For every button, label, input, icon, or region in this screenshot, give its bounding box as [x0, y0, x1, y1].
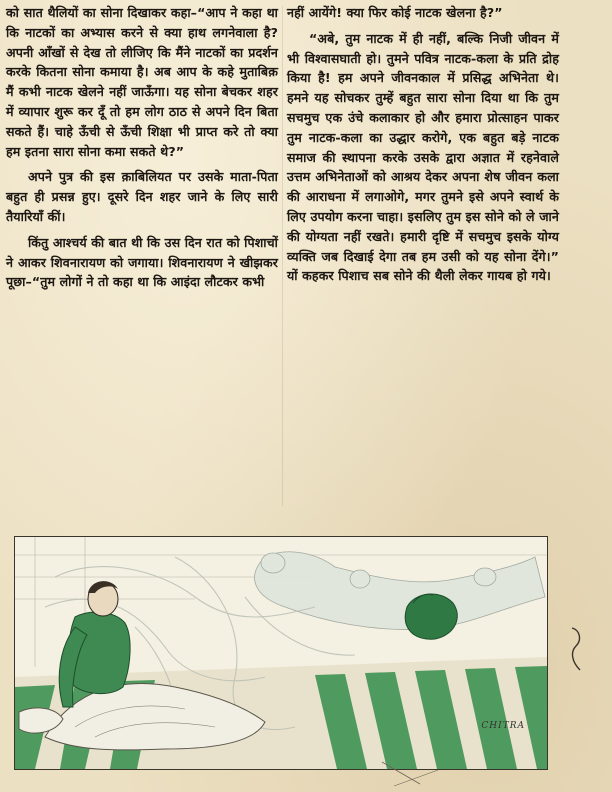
right-paragraph-1: नहीं आयेंगे! क्या फिर कोई नाटक खेलना है?”: [287, 5, 503, 20]
right-text-column: [287, 3, 559, 292]
column-divider: [282, 6, 283, 506]
illustration-drawing: [15, 537, 547, 769]
page-scratch: [380, 760, 440, 790]
left-paragraph-2: अपने पुत्र की इस क़ाबिलियत पर उसके माता-पिता बहुत ही प्रसन्न हुए। दूसरे दिन शहर जाने के लिए सारी तैयारियाँ कीं।: [6, 169, 278, 224]
right-paragraph-2: “अबे, तुम नाटक में ही नहीं, बल्कि निजी जीवन में भी विश्वासघाती हो। तुमने पवित्र नाटक-कला के प्रति द्रोह किया है! हम अपने जीवनकाल में प्रसिद्ध अभिनेता थे। हमने यह सोचकर तुम्हें बहुत सारा सोना दिया था कि तुम सचमुच एक उंचे कलाकार हो और हमारा प्रोत्साहन पाकर तुम नाटक-कला का उद्धार करोगे, एक बहुत बड़े नाटक समाज की स्थापना करके उसके द्वारा अज्ञात में रहनेवाले उत्तम अभिनेताओं को आश्रय देकर अपना शेष जीवन कला की आराधना में लगाओगे, मगर तुमने इसे अपने स्वार्थ के लिए उपयोग करना चाहा। इसलिए तुम इस सोने को ले जाने की योग्यता नहीं रखते। हमारी दृष्टि में सचमुच इसके योग्य व्यक्ति जब दिखाई देगा तब हम उसी को यह सोना देंगे।” यों कहकर पिशाच सब सोने की थैली लेकर गायब हो गये।: [287, 30, 559, 284]
artist-signature: CHITRA: [481, 721, 525, 731]
story-illustration: [14, 536, 548, 770]
left-paragraph-1: को सात थैलियों का सोना दिखाकर कहा–“आप ने कहा था कि नाटकों का अभ्यास करने से क्या हाथ लगनेवाला है? अपनी आँखों से देख तो लीजिए कि मैंने नाटकों का प्रदर्शन करके कितना सोना कमाया है। अब आप के कहे मुताबिक़ मैं कभी नाटक खेलने नहीं जाऊँगा। यह सोना बेचकर शहर में व्यापार शुरू कर दूँ तो हम लोग ठाठ से अपने दिन बिता सकते हैं। चाहे ऊँची से ऊँची शिक्षा भी प्राप्त करे तो क्या हम इतना सारा सोना कमा सकते थे?”: [6, 5, 278, 159]
left-paragraph-3: किंतु आश्चर्य की बात थी कि उस दिन रात को पिशाचों ने आकर शिवनारायण को जगाया। शिवनारायण ने खीझकर पूछा–“तुम लोगों ने तो कहा था कि आइंदा लौटकर कभी: [6, 234, 278, 290]
left-text-column: [6, 3, 278, 298]
gold-sack: [405, 594, 457, 639]
staple-mark: [566, 626, 586, 672]
